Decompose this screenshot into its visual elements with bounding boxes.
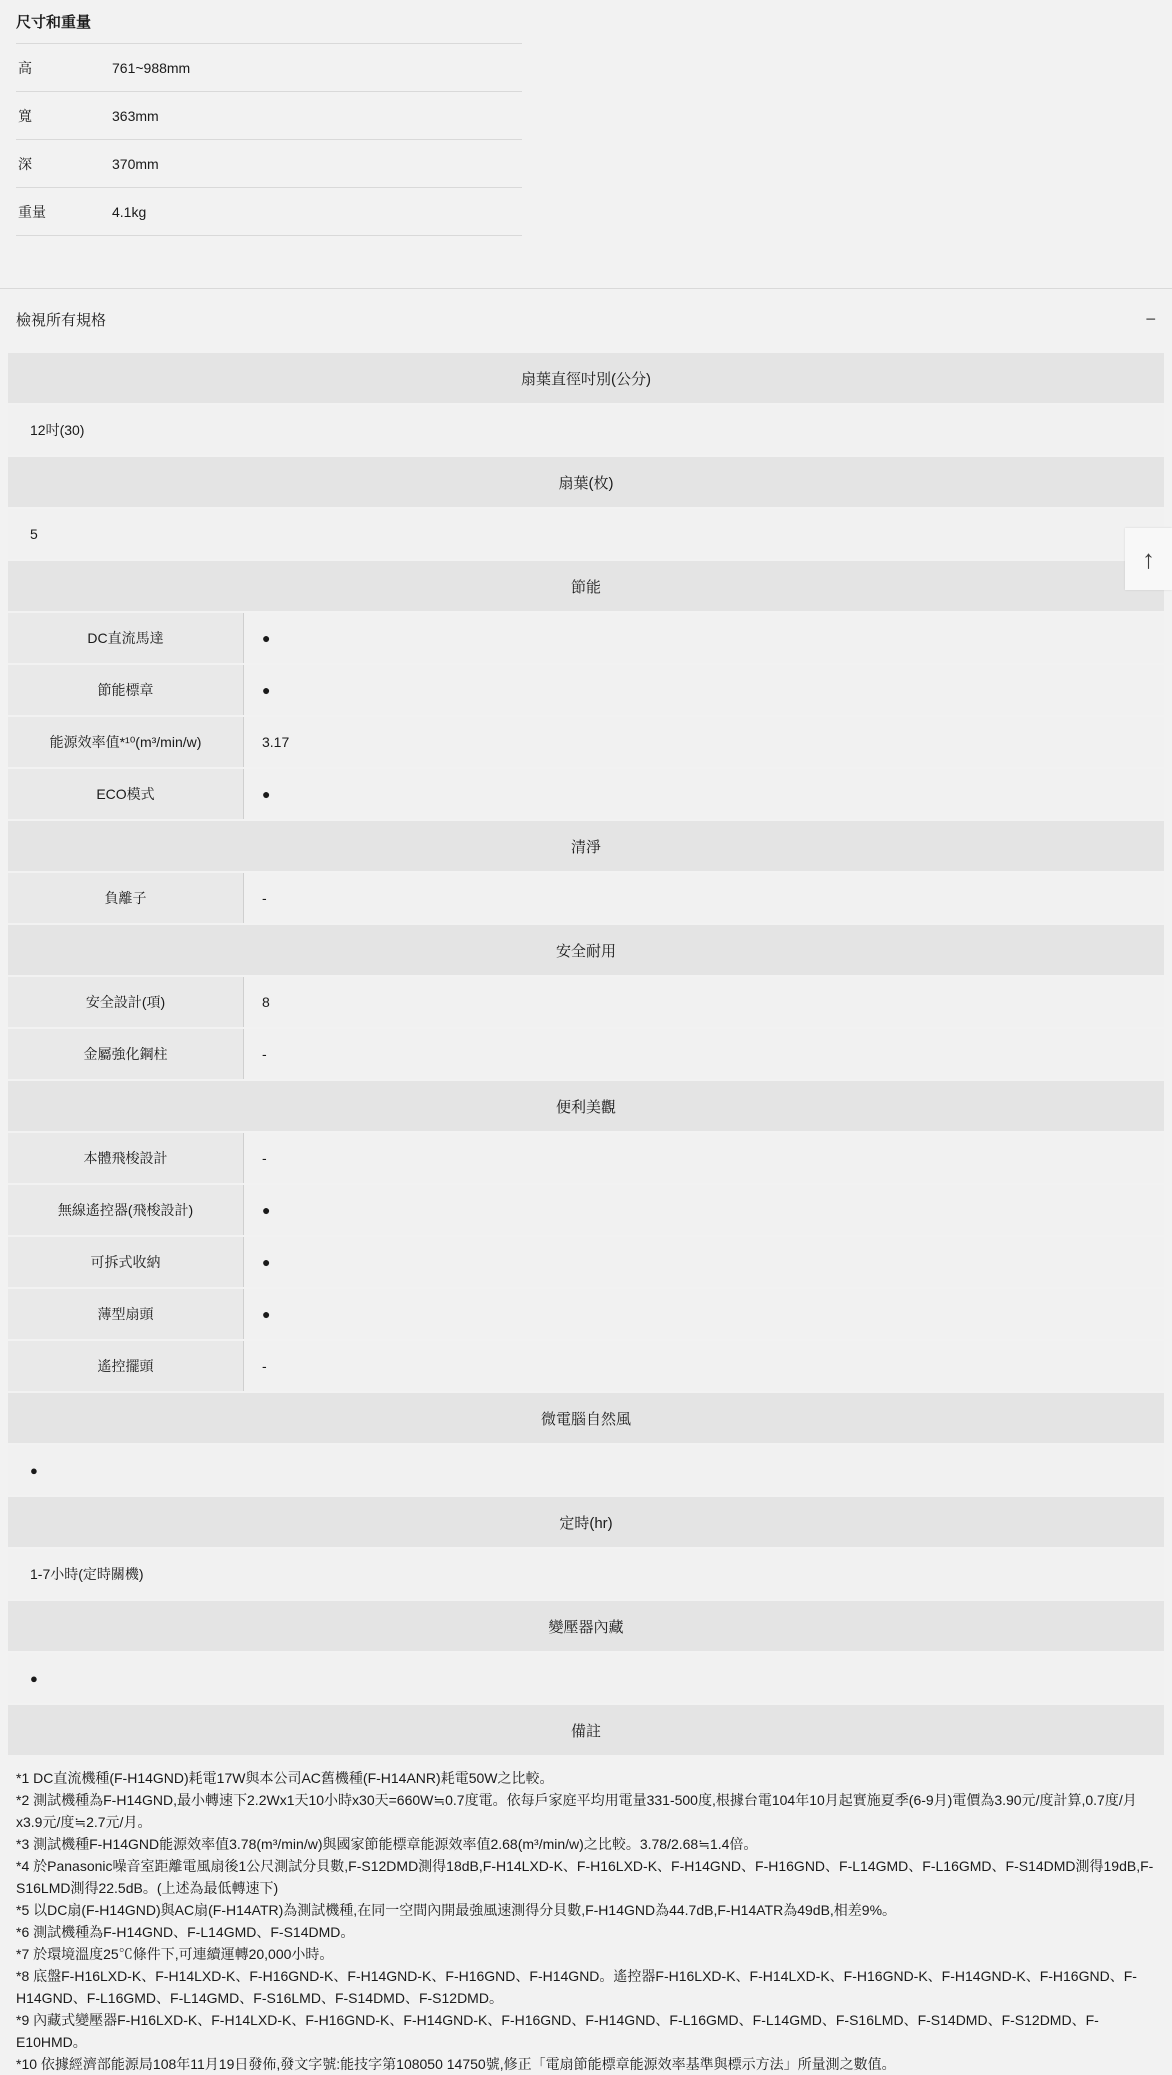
spec-section-title: 定時(hr) xyxy=(559,1514,613,1532)
spec-section-header xyxy=(8,1081,1164,1131)
dimension-label: 寬 xyxy=(18,107,32,124)
spec-row xyxy=(8,665,1164,715)
spec-section-title: 便利美觀 xyxy=(555,1098,616,1116)
spec-value-cell: - xyxy=(244,873,1164,923)
spec-label-cell: DC直流馬達 xyxy=(8,613,244,663)
spec-label-cell: 可拆式收納 xyxy=(8,1237,244,1287)
spec-label-cell: 負離子 xyxy=(8,873,244,923)
spec-section-header xyxy=(8,925,1164,975)
spec-section-header xyxy=(8,821,1164,871)
spec-section-title: 微電腦自然風 xyxy=(540,1410,631,1428)
spec-section-header xyxy=(8,457,1164,507)
back-to-top-button[interactable] xyxy=(1125,528,1172,590)
spec-row xyxy=(8,1653,1164,1703)
spec-row xyxy=(8,1445,1164,1495)
footnote-line: *1 DC直流機種(F-H14GND)耗電17W與本公司AC舊機種(F-H14ANR)耗電50W之比較。 xyxy=(16,1770,554,1786)
spec-row xyxy=(8,509,1164,559)
dimension-value: 363mm xyxy=(112,107,159,124)
footnote-line: *6 測試機種為F-H14GND、F-L14GMD、F-S14DMD。 xyxy=(16,1924,355,1940)
spec-value: ● xyxy=(30,1670,38,1686)
spec-label-cell: ECO模式 xyxy=(8,769,244,819)
spec-label-cell: 遙控擺頭 xyxy=(8,1341,244,1391)
footnote-line: *10 依據經濟部能源局108年11月19日發佈,發文字號:能技字第108050 14750號,修正「電扇節能標章能源效率基準與標示方法」所量測之數值。 xyxy=(16,2056,896,2072)
spec-table xyxy=(8,353,1164,1757)
spec-value-cell: - xyxy=(244,1341,1164,1391)
footnote-line: *4 於Panasonic噪音室距離電風扇後1公尺測試分貝數,F-S12DMD測得18dB,F-H14LXD-K、F-H16LXD-K、F-H14GND、F-H16GND、F-L14GMD、F-L16GMD、F-S14DMD測得19dB,F-S16LMD測得22.5dB。(上述為最低轉速下) xyxy=(16,1858,1154,1896)
dimension-label: 深 xyxy=(18,155,32,172)
spec-label-cell: 能源效率值*¹⁰(m³/min/w) xyxy=(8,717,244,767)
view-all-specs-toggle[interactable] xyxy=(0,289,1172,349)
spec-section-header xyxy=(8,561,1164,611)
spec-section-header xyxy=(8,1601,1164,1651)
spec-row xyxy=(8,769,1164,819)
spec-label-cell: 安全設計(項) xyxy=(8,977,244,1027)
spec-section-title: 變壓器內藏 xyxy=(548,1618,624,1636)
footnote-line: *2 測試機種為F-H14GND,最小轉速下2.2Wx1天10小時x30天=660W≒0.7度電。依每戶家庭平均用電量331-500度,根據台電104年10月起實施夏季(6-9月)電價為3.90元/度計算,0.7度/月x3.9元/度≒2.7元/月。 xyxy=(16,1792,1137,1830)
spec-section-header xyxy=(8,1497,1164,1547)
footnote-line: *3 測試機種F-H14GND能源效率值3.78(m³/min/w)與國家節能標章能源效率值2.68(m³/min/w)之比較。3.78/2.68≒1.4倍。 xyxy=(16,1836,758,1852)
spec-value-cell: ● xyxy=(244,769,1164,819)
dimensions-title: 尺寸和重量 xyxy=(16,14,92,31)
spec-section-title: 安全耐用 xyxy=(555,942,616,960)
spec-row xyxy=(8,1289,1164,1339)
spec-row xyxy=(8,977,1164,1027)
footnotes xyxy=(0,1757,1172,2075)
spec-value-cell: ● xyxy=(244,1185,1164,1235)
spec-value: ● xyxy=(30,1462,38,1478)
footnote-line: *7 於環境溫度25℃條件下,可連續運轉20,000小時。 xyxy=(16,1946,334,1962)
spec-label-cell: 金屬強化鋼柱 xyxy=(8,1029,244,1079)
spec-section-header xyxy=(8,1393,1164,1443)
spec-row xyxy=(8,1133,1164,1183)
dimension-row xyxy=(16,92,522,140)
spec-section-header xyxy=(8,1705,1164,1755)
spec-value: 5 xyxy=(30,526,38,542)
spec-label-cell: 節能標章 xyxy=(8,665,244,715)
spec-row xyxy=(8,717,1164,767)
spec-label-cell: 薄型扇頭 xyxy=(8,1289,244,1339)
dimension-row xyxy=(16,44,522,92)
spec-value-cell: 3.17 xyxy=(244,717,1164,767)
spec-value-cell: ● xyxy=(244,665,1164,715)
spec-value: 1-7小時(定時關機) xyxy=(30,1566,144,1582)
spec-section-title: 清淨 xyxy=(570,838,601,856)
spec-row xyxy=(8,1237,1164,1287)
footnote-line: *8 底盤F-H16LXD-K、F-H14LXD-K、F-H16GND-K、F-H14GND-K、F-H16GND、F-H14GND。遙控器F-H16LXD-K、F-H14LXD-K、F-H16GND-K、F-H14GND-K、F-H16GND、F-H14GND、F-L16GMD、F-L14GMD、F-S16LMD、F-S14DMD、F-S12DMD。 xyxy=(16,1968,1137,2006)
spec-value-cell: ● xyxy=(244,1289,1164,1339)
spec-row xyxy=(8,1185,1164,1235)
spec-row xyxy=(8,405,1164,455)
dimension-value: 370mm xyxy=(112,155,159,172)
spec-section-title: 扇葉直徑吋別(公分) xyxy=(521,370,651,388)
dimensions-section xyxy=(0,0,1172,236)
dimension-value: 4.1kg xyxy=(112,203,147,220)
dimension-row xyxy=(16,188,522,236)
spec-value: 12吋(30) xyxy=(30,422,85,438)
spec-label-cell: 本體飛梭設計 xyxy=(8,1133,244,1183)
view-all-specs-label: 檢視所有規格 xyxy=(16,311,107,329)
spec-section-title: 扇葉(枚) xyxy=(558,474,614,492)
up-arrow-icon: ↑ xyxy=(1142,544,1155,574)
dimension-label: 重量 xyxy=(18,203,46,220)
spec-value-cell: - xyxy=(244,1029,1164,1079)
spec-value-cell: ● xyxy=(244,613,1164,663)
spec-section-title: 節能 xyxy=(570,578,601,596)
footnote-line: *9 內藏式變壓器F-H16LXD-K、F-H14LXD-K、F-H16GND-K、F-H14GND-K、F-H16GND、F-H14GND、F-L16GMD、F-L14GMD、F-S16LMD、F-S14DMD、F-S12DMD、F-E10HMD。 xyxy=(16,2012,1099,2050)
spec-row xyxy=(8,1029,1164,1079)
spec-label-cell: 無線遙控器(飛梭設計) xyxy=(8,1185,244,1235)
spec-row xyxy=(8,873,1164,923)
spec-section-title: 備註 xyxy=(570,1722,601,1740)
spec-row xyxy=(8,1549,1164,1599)
spec-row xyxy=(8,613,1164,663)
footnote-line: *5 以DC扇(F-H14GND)與AC扇(F-H14ATR)為測試機種,在同一空間內開最強風速測得分貝數,F-H14GND為44.7dB,F-H14ATR為49dB,相差9%。 xyxy=(16,1902,897,1918)
spec-section-header xyxy=(8,353,1164,403)
dimension-row xyxy=(16,140,522,188)
spec-value-cell: - xyxy=(244,1133,1164,1183)
spec-value-cell: 8 xyxy=(244,977,1164,1027)
dimensions-table xyxy=(16,43,522,236)
dimension-label: 高 xyxy=(18,59,32,76)
collapse-minus-icon[interactable]: − xyxy=(1145,309,1156,329)
dimension-value: 761~988mm xyxy=(112,59,191,76)
spec-value-cell: ● xyxy=(244,1237,1164,1287)
spec-row xyxy=(8,1341,1164,1391)
